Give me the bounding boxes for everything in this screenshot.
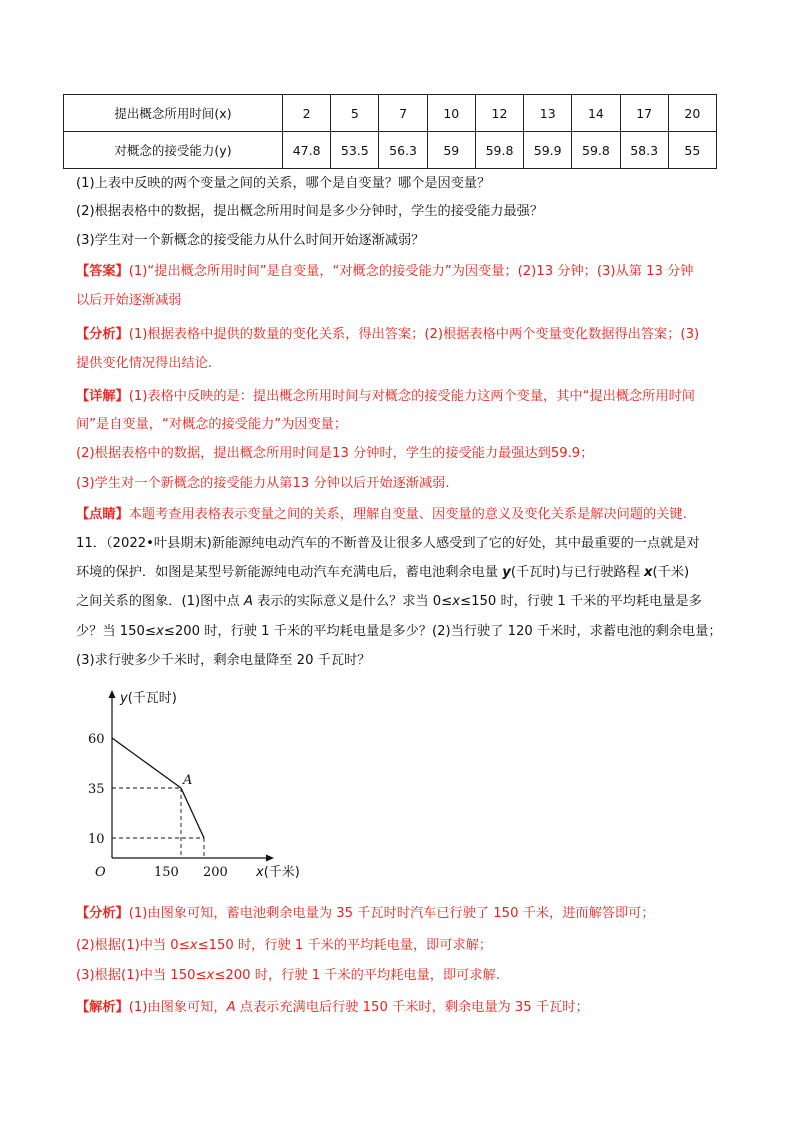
analysis-text: (1)根据表格中提供的数量的变化关系，得出答案；(2)根据表格中两个变量变化数据得出答案；(3) [128,327,700,342]
table-cell: 55 [668,132,716,169]
table-cell: 17 [620,95,668,132]
question-11-line-3 [76,592,702,612]
detail-line-1 [76,387,695,407]
table-cell: 5 [331,95,379,132]
table-cell: 13 [524,95,572,132]
table-cell: 47.8 [283,132,331,169]
question-10-1: (1)上表中反映的两个变量之间的关系，哪个是自变量？哪个是因变量？ [76,176,491,191]
var-a: A [243,594,253,609]
analysis11-tag: 【分析】 [76,906,129,921]
table-cell: 59.8 [572,132,620,169]
table-cell: 14 [572,95,620,132]
text: ≤200 时，行驶 1 千米的平均耗电量，即可求解. [214,968,500,983]
var-x: x [206,968,215,983]
text: 环境的保护．如图是某型号新能源纯电动汽车充满电后，蓄电池剩余电量 [76,565,503,580]
analysis11-line-2 [76,936,492,956]
answer-line-2: 以后开始逐渐减弱 [76,293,182,308]
table-cell: 12 [475,95,523,132]
table-header-ability: 对概念的接受能力(y) [64,132,283,169]
comment-tag: 【点睛】 [76,507,129,522]
text: (2)根据(1)中当 0≤ [76,938,190,953]
data-table [63,94,717,169]
table-cell: 58.3 [620,132,668,169]
y-tick-label: 10 [88,832,105,847]
detail-line-2: 间”是自变量，“对概念的接受能力”为因变量； [76,417,348,432]
var-x: x [155,624,164,639]
detail-text: (1)表格中反映的是：提出概念所用时间与对概念的接受能力这两个变量，其中“提出概念所用时间 [128,389,695,404]
text: (1)由图象可知， [128,1000,227,1015]
table-cell: 20 [668,95,716,132]
x-tick-label: 150 [154,865,179,880]
table-cell: 59.8 [475,132,523,169]
answer-text: (1)“提出概念所用时间”是自变量，“对概念的接受能力”为因变量；(2)13 分钟；(3)从第 13 分钟 [128,264,694,279]
table-cell: 2 [283,95,331,132]
question-11-line-1: 11．（2022•叶县期末)新能源纯电动汽车的不断普及让很多人感受到了它的好处，其中最重要的一点就是对 [76,536,700,551]
text: 表示的实际意义是什么？求当 0≤ [252,594,453,609]
detail-line-4: (3)学生对一个新概念的接受能力从第13 分钟以后开始逐渐减弱. [76,476,450,491]
series-line-segment [112,738,181,788]
y-tick-label: 60 [88,732,105,747]
x-axis-arrow [266,855,274,862]
text: 少？当 150≤ [76,624,156,639]
table-row-ability [64,132,717,169]
origin-label: O [95,865,106,880]
text: ≤150 时，行驶 1 千米的平均耗电量，即可求解； [197,938,493,953]
analysis11-text: (1)由图象可知，蓄电池剩余电量为 35 千瓦时时汽车已行驶了 150 千米，进而解答即可； [128,906,655,921]
solution-tag: 【解析】 [76,1000,129,1015]
analysis-tag: 【分析】 [76,327,129,342]
var-x: x [452,594,461,609]
comment-line [76,505,687,525]
detail-line-3: (2)根据表格中的数据，提出概念所用时间是13 分钟时，学生的接受能力最强达到59.9； [76,446,594,461]
question-10-2: (2)根据表格中的数据，提出概念所用时间是多少分钟时，学生的接受能力最强？ [76,204,544,219]
analysis11-line-3 [76,966,500,986]
answer-line-1 [76,262,693,282]
text: (3)根据(1)中当 150≤ [76,968,207,983]
table-cell: 7 [379,95,427,132]
x-tick-label: 200 [203,865,228,880]
battery-graph [80,684,320,884]
solution-line-1 [76,998,589,1018]
table-cell: 10 [427,95,475,132]
var-x: x [643,565,653,580]
text: ≤150 时，行驶 1 千米的平均耗电量是多 [460,594,702,609]
y-tick-label: 35 [88,782,105,797]
y-axis-label: y(千瓦时) [120,691,177,706]
text: ≤200 时，行驶 1 千米的平均耗电量是多少？(2)当行驶了 120 千米时，求蓄电池的剩余电量； [163,624,722,639]
y-axis-arrow [109,690,116,698]
table-cell: 59 [427,132,475,169]
text: (千瓦时)与已行驶路程 [510,565,644,580]
table-cell: 56.3 [379,132,427,169]
table-cell: 53.5 [331,132,379,169]
var-x: x [189,938,198,953]
x-axis-label: x(千米) [256,865,300,880]
text: (千米) [652,565,690,580]
table-header-time: 提出概念所用时间(x) [64,95,283,132]
question-10-3: (3)学生对一个新概念的接受能力从什么时间开始逐渐减弱？ [76,233,425,248]
point-a-label: A [183,773,193,788]
text: 之间关系的图象．(1)图中点 [76,594,244,609]
var-a: A [226,1000,236,1015]
analysis-line-2: 提供变化情况得出结论. [76,356,213,371]
text: 点表示充满电后行驶 150 千米时，剩余电量为 35 千瓦时； [235,1000,589,1015]
question-11-line-4 [76,622,722,642]
analysis11-line-1 [76,904,655,924]
question-11-line-2 [76,563,689,583]
analysis-line-1 [76,325,699,345]
answer-tag: 【答案】 [76,264,129,279]
table-cell: 59.9 [524,132,572,169]
series-line-segment [181,788,204,838]
var-y: y [502,565,511,580]
table-row-time [64,95,717,132]
detail-tag: 【详解】 [76,389,129,404]
comment-text: 本题考查用表格表示变量之间的关系，理解自变量、因变量的意义及变化关系是解决问题的关键. [128,507,687,522]
question-11-line-5: (3)求行驶多少千米时，剩余电量降至 20 千瓦时？ [76,653,371,668]
